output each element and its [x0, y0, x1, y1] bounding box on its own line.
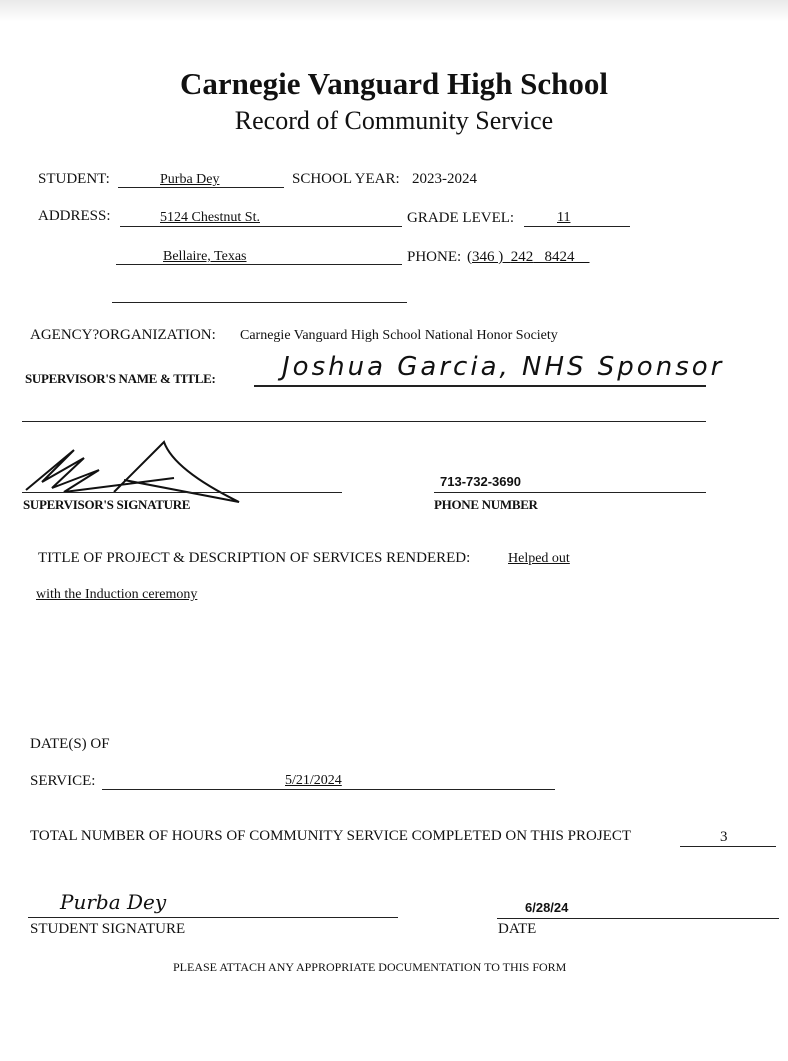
grade-level-label: GRADE LEVEL: [407, 210, 515, 226]
phone-area: 346 [472, 249, 495, 265]
student-signature: Purba Dey [60, 890, 167, 914]
student-signature-label: STUDENT SIGNATURE [30, 921, 186, 937]
project-value-2: with the Induction ceremony [36, 587, 198, 602]
supervisor-phone-label: PHONE NUMBER [434, 497, 538, 512]
agency-label: AGENCY?ORGANIZATION: [30, 327, 216, 343]
project-value-1: Helped out [508, 551, 570, 566]
hours-label: TOTAL NUMBER OF HOURS OF COMMUNITY SERVICE COMPLETED ON THIS PROJECT [30, 828, 631, 844]
school-name: Carnegie Vanguard High School [179, 66, 609, 101]
dates-label-1: DATE(S) OF [30, 736, 110, 752]
dates-value: 5/21/2024 [285, 773, 342, 788]
phone-line: 8424 [544, 249, 575, 265]
address-line1: 5124 Chestnut St. [160, 210, 260, 225]
student-name: Purba Dey [160, 172, 220, 187]
date-label: DATE [498, 921, 537, 937]
hours-value: 3 [720, 829, 728, 845]
project-label: TITLE OF PROJECT & DESCRIPTION OF SERVICES RENDERED: [38, 550, 471, 566]
address-line2: Bellaire, Texas [163, 249, 247, 264]
date-value: 6/28/24 [525, 900, 569, 915]
dates-label-2: SERVICE: [30, 773, 96, 789]
school-year-label: SCHOOL YEAR: [292, 171, 400, 187]
school-year-value: 2023-2024 [412, 171, 477, 187]
grade-level-value: 11 [557, 210, 571, 225]
supervisor-phone: 713-732-3690 [440, 474, 521, 489]
supervisor-name-value: Joshua Garcia, NHS Sponsor [282, 352, 725, 382]
agency-value: Carnegie Vanguard High School National Honor Society [240, 328, 558, 343]
phone-label: PHONE: [407, 249, 462, 265]
phone-prefix: 242 [510, 249, 534, 265]
address-label: ADDRESS: [38, 208, 111, 224]
student-label: STUDENT: [38, 171, 110, 187]
form-title: Record of Community Service [234, 106, 554, 135]
supervisor-signature-label: SUPERVISOR'S SIGNATURE [23, 497, 191, 512]
phone-value: (346 ) 242 8424 [467, 249, 575, 265]
supervisor-name-label: SUPERVISOR'S NAME & TITLE: [25, 371, 216, 386]
scan-edge [0, 0, 788, 22]
footer-note: PLEASE ATTACH ANY APPROPRIATE DOCUMENTATION TO THIS FORM [173, 960, 567, 974]
